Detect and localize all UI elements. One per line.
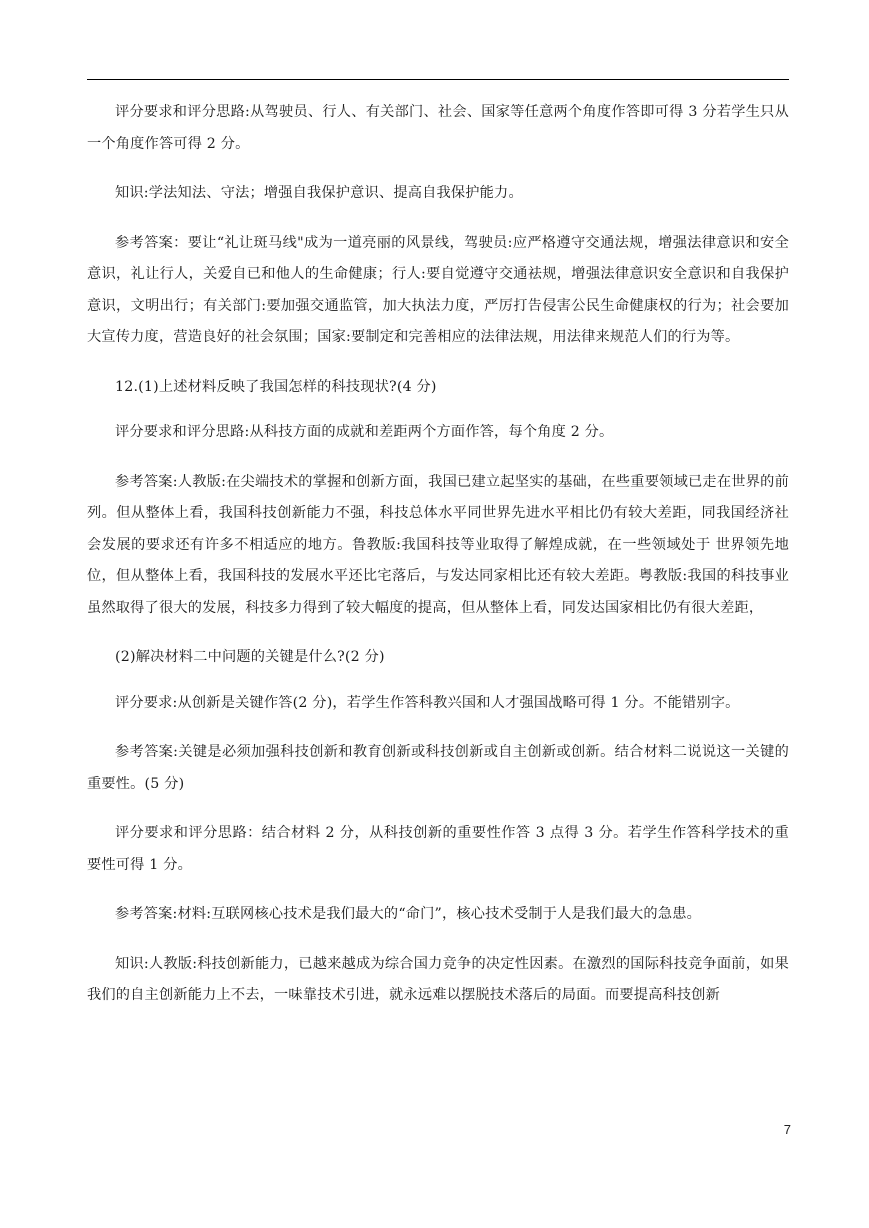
document-body (87, 97, 789, 1030)
paragraph-answer-12-1: 参考答案:人教版:在尖端技术的掌握和创新方面，我国已建立起坚实的基础，在些重要领域已走在世界的前列。但从整体上看，我国科技创新能力不强，科技总体水平同世界先进水平相比仍有较大差距，同我国经济社会发展的要求还有许多不相适应的地方。鲁教版:我国科技等业取得了解煌成就，在一些领域处于 世界领先地位，但从整体上看，我国科技的发展水平还比宅落后，与发达同家相比还有较大差距。粤教版:我国的科技事业虽然取得了很大的发展，科技多力得到了较大幅度的提高，但从整体上看，同发达国家相比仍有很大差距， (87, 473, 789, 616)
paragraph-scoring-criteria-11: 评分要求和评分思路:从驾驶员、行人、有关部门、社会、国家等任意两个角度作答即可得 3 分若学生只从一个角度作答可得 2 分。 (87, 104, 789, 152)
question-12-1: 12.(1)上述材料反映了我国怎样的科技现状?(4 分) (115, 378, 437, 395)
paragraph-knowledge-12-3: 知识:人教版:科技创新能力，已越来越成为综合国力竞争的决定性因素。在激烈的国际科技竞争面前，如果我们的自主创新能力上不去，一味靠技术引进，就永远难以摆脱技术落后的局面。而要提高科技创新 (87, 955, 789, 1003)
paragraph-answer-12-2: 参考答案:关键是必须加强科技创新和教育创新或科技创新或自主创新或创新。结合材料二说说这一关键的重要性。(5 分) (87, 744, 789, 792)
paragraph-scoring-criteria-12-1: 评分要求和评分思路:从科技方面的成就和差距两个方面作答，每个角度 2 分。 (115, 424, 614, 440)
paragraph-scoring-criteria-12-3: 评分要求和评分思路：结合材料 2 分，从科技创新的重要性作答 3 点得 3 分。若学生作答科学技术的重要性可得 1 分。 (87, 825, 789, 873)
paragraph-knowledge-11: 知识:学法知法、守法；增强自我保护意识、提高自我保护能力。 (115, 185, 523, 201)
paragraph-answer-11: 参考答案：要让“礼让斑马线"成为一道亮丽的风景线，驾驶员:应严格遵守交通法规，增强法律意识和安全意识，礼让行人，关爱自已和他人的生命健康；行人:要自觉遵守交通祛规，增强法律意识安全意识和自我保护意识，文明出行；有关部门:要加强交通监管，加大执法力度，严厉打告侵害公民生命健康权的行为；社会要加大宣传力度，营造良好的社会氛围；国家:要制定和完善相应的法律法规，用法律来规范人们的行为等。 (87, 234, 789, 345)
paragraph-scoring-criteria-12-2: 评分要求:从创新是关键作答(2 分)，若学生作答科教兴国和人才强国战略可得 1 分。不能错别字。 (115, 694, 740, 711)
header-rule (87, 79, 789, 80)
paragraph-answer-12-3: 参考答案:材料:互联网核心技术是我们最大的“命门”，核心技术受制于人是我们最大的急患。 (115, 906, 701, 922)
question-12-2: (2)解决材料二中问题的关键是什么?(2 分) (115, 649, 385, 665)
page-number: 7 (783, 1122, 791, 1137)
